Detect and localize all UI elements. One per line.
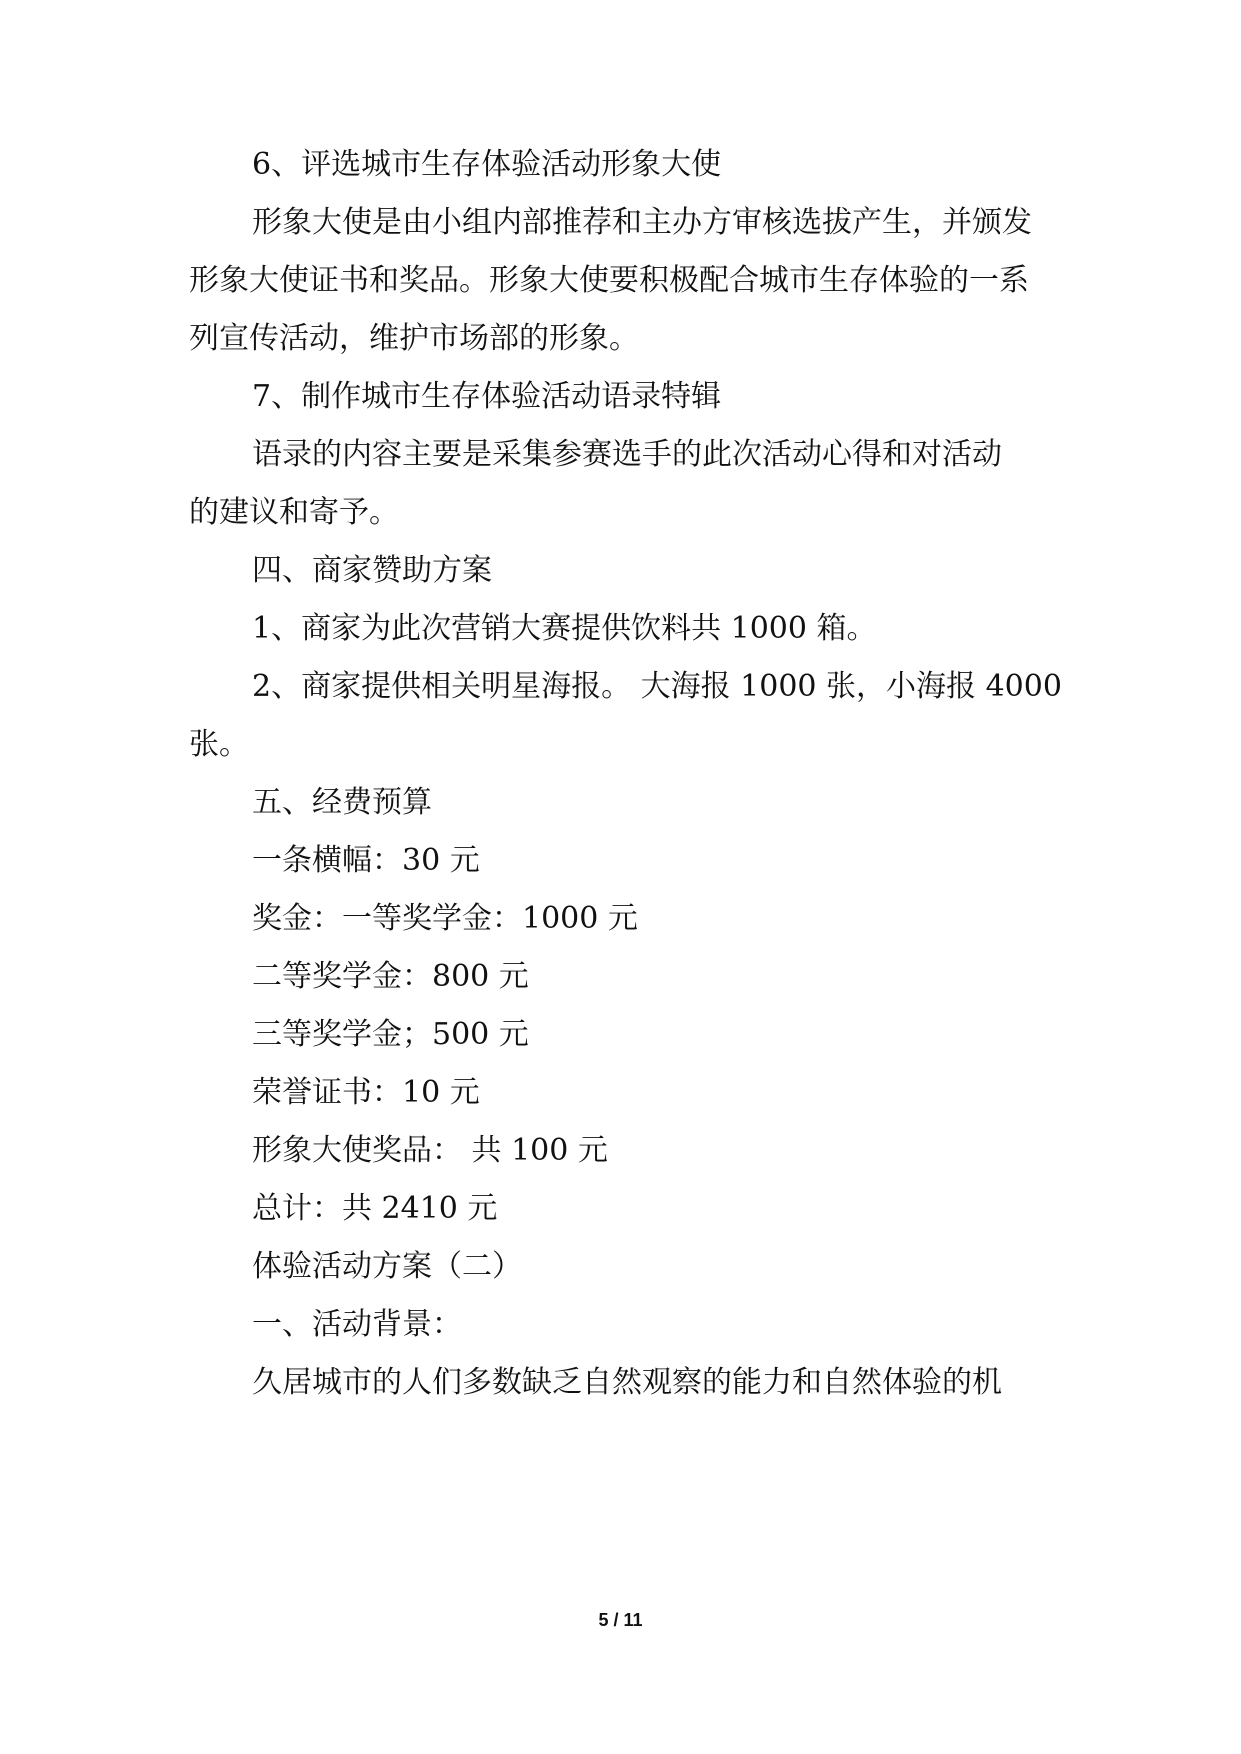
section-heading-4: 四、商家赞助方案 xyxy=(252,553,492,588)
budget-item: 形象大使奖品： 共 100 元 xyxy=(252,1133,608,1168)
section-heading-6: 6、评选城市生存体验活动形象大使 xyxy=(252,147,722,182)
paragraph-line: 的建议和寄予。 xyxy=(189,495,399,530)
budget-item: 三等奖学金；500 元 xyxy=(252,1017,529,1052)
paragraph-line: 语录的内容主要是采集参赛选手的此次活动心得和对活动 xyxy=(252,437,1002,472)
paragraph-line: 久居城市的人们多数缺乏自然观察的能力和自然体验的机 xyxy=(252,1365,1002,1400)
document-subtitle: 体验活动方案（二） xyxy=(252,1249,522,1284)
budget-item: 奖金：一等奖学金：1000 元 xyxy=(252,901,638,936)
section-heading-7: 7、制作城市生存体验活动语录特辑 xyxy=(252,379,722,414)
section-heading-5: 五、经费预算 xyxy=(252,785,432,820)
paragraph-line: 形象大使证书和奖品。形象大使要积极配合城市生存体验的一系 xyxy=(189,263,1029,298)
paragraph-line: 张。 xyxy=(189,727,249,762)
page-number: 5 / 11 xyxy=(598,1610,643,1630)
budget-item: 荣誉证书：10 元 xyxy=(252,1075,480,1110)
section-heading-1: 一、活动背景： xyxy=(252,1307,462,1342)
budget-total: 总计：共 2410 元 xyxy=(252,1191,498,1226)
list-item: 2、商家提供相关明星海报。 大海报 1000 张，小海报 4000 xyxy=(252,669,1062,704)
list-item: 1、商家为此次营销大赛提供饮料共 1000 箱。 xyxy=(252,611,877,646)
paragraph-line: 形象大使是由小组内部推荐和主办方审核选拔产生，并颁发 xyxy=(252,205,1032,240)
paragraph-line: 列宣传活动，维护市场部的形象。 xyxy=(189,321,639,356)
budget-item: 一条横幅：30 元 xyxy=(252,843,480,878)
budget-item: 二等奖学金：800 元 xyxy=(252,959,529,994)
